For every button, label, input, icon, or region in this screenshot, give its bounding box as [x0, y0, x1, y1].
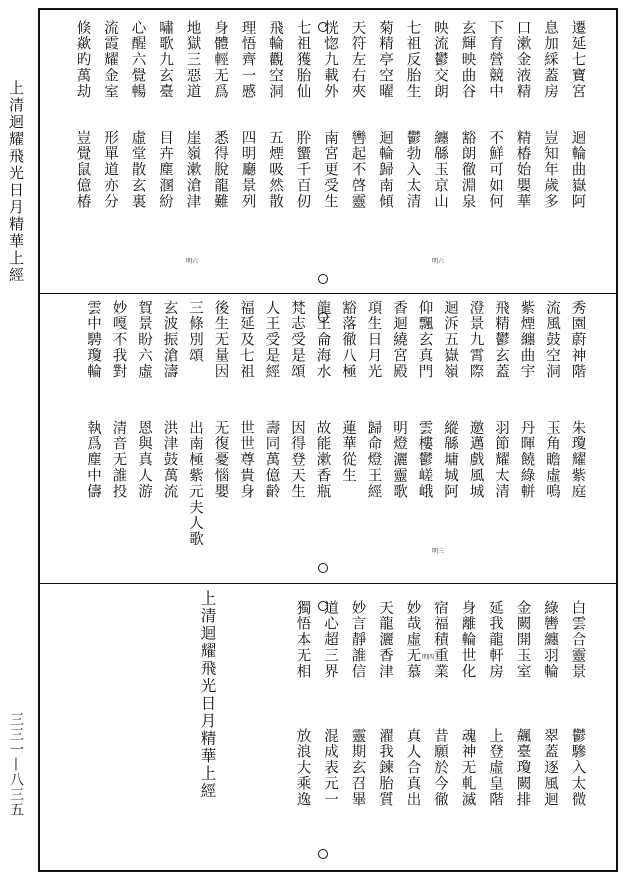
verse-line: 恍惚九載外: [322, 20, 338, 100]
collation-mark: 明六: [432, 258, 445, 265]
verse-line: 下育營競中: [487, 20, 503, 100]
verse-line: 理悟齊一慼: [239, 20, 256, 100]
binding-hole-icon: [318, 849, 328, 859]
verse-line: 秀園蔚神階: [569, 300, 586, 380]
verse-line: 豈知年歲多: [542, 130, 558, 210]
verse-line: 映流鬱交朗: [432, 20, 448, 100]
verse-line: 執爲塵中儔: [85, 420, 101, 500]
verse-line: 玉角瞻虛鳴: [544, 420, 560, 500]
verse-line: 澄景九霄際: [467, 300, 484, 380]
verse-line: 七祖獲胎仙: [294, 20, 311, 100]
verse-line: 鬱驂入太微: [569, 728, 586, 808]
collation-mark: 明六: [186, 258, 199, 265]
verse-line: 口漱金液精: [514, 20, 531, 100]
verse-line: 世世尊貴身: [238, 420, 254, 500]
verse-line: 延我龍軒房: [487, 600, 503, 680]
verse-line: 清音无誰投: [110, 420, 127, 500]
verse-line: 流風鼓空洞: [544, 300, 560, 380]
verse-line: 朱瓊耀紫庭: [569, 420, 586, 500]
verse-line: 不鮮可如何: [487, 130, 503, 210]
verse-line: 四明廳景列: [239, 130, 256, 210]
verse-line: 人王受是經: [263, 300, 280, 380]
verse-line: 獨悟本无相: [294, 600, 311, 680]
verse-line: 後生无量因: [212, 300, 229, 380]
verse-line: 肸蠁千百仞: [294, 130, 311, 210]
verse-line: 綠轡纏羽輪: [542, 600, 558, 680]
verse-line: 縱緜墉城阿: [442, 420, 458, 500]
verse-line: 崖嶺漱滄津: [184, 130, 201, 210]
verse-line: 福延及七祖: [238, 300, 254, 380]
verse-line: 地獄三惡道: [184, 20, 201, 100]
verse-line: 三條別頌: [187, 300, 203, 364]
verse-line: 宿福積重業: [432, 600, 448, 680]
verse-line: 身離輪世化: [459, 600, 476, 680]
verse-line: 菊精亭空曜: [377, 20, 393, 100]
verse-line: 七祖反胎生: [404, 20, 421, 100]
verse-line: 天符左右夾: [349, 20, 366, 100]
verse-line: 混成表元一: [322, 728, 338, 808]
verse-line: 邀邁戲風城: [467, 420, 484, 500]
verse-line: 賀景盼六虛: [136, 300, 152, 380]
verse-line: 靈期玄召畢: [349, 728, 366, 808]
verse-line: 魂神无軋滅: [459, 728, 476, 808]
verse-line: 昔願於今徹: [432, 728, 448, 808]
panel-divider: [40, 583, 616, 584]
verse-line: 身體輕无爲: [212, 20, 228, 100]
verse-line: 恩與真人游: [136, 420, 152, 500]
verse-line: 翠蓋逐風迴: [542, 728, 558, 808]
margin-page-number: 三三一—八三五: [8, 712, 24, 817]
verse-line: 金闕開玉室: [514, 600, 531, 680]
verse-line: 天龍灑香津: [377, 600, 393, 680]
binding-hole-icon: [318, 563, 328, 573]
verse-line: 妙言靜誰信: [349, 600, 366, 680]
verse-line: 虛堂散玄裏: [129, 130, 146, 210]
verse-line: 雲樓鬱嵯峨: [416, 420, 433, 500]
verse-line: 香迴繞宮殿: [391, 300, 407, 380]
verse-line: 玄輝映曲谷: [459, 20, 476, 100]
verse-line: 五煙吸然散: [267, 130, 283, 210]
binding-hole-icon: [318, 274, 328, 284]
verse-line: 迴輪歸南傾: [377, 130, 393, 210]
verse-line: 洪津鼓萬流: [161, 420, 178, 500]
verse-line: 豈覺鼠億椿: [74, 130, 91, 210]
verse-line: 蓮華從生: [340, 420, 356, 484]
verse-line: 无復憂惱嬰: [212, 420, 229, 500]
verse-line: 妙哉虛无慕: [404, 600, 421, 680]
verse-line: 故能漱香瓶: [314, 420, 331, 500]
verse-line: 嘯歌九玄臺: [157, 20, 173, 100]
verse-line: 遷延七寶宮: [569, 20, 586, 100]
verse-line: 豁落徹八極: [340, 300, 356, 380]
verse-line: 鬱勃入太清: [404, 130, 421, 210]
verse-line: 纏緜玉京山: [432, 130, 448, 210]
verse-line: 飆臺瓊闕排: [514, 728, 531, 808]
verse-line: 迴泝五嶽嶺: [442, 300, 458, 380]
verse-line: 玄波振滄濤: [161, 300, 178, 380]
verse-line: 倏歘旳萬劫: [74, 20, 91, 100]
verse-line: 羽節耀太清: [493, 420, 509, 500]
verse-line: 出南極紫元夫人歌: [187, 420, 203, 548]
verse-line: 流霞耀金室: [102, 20, 118, 100]
verse-line: 明燈灑靈歌: [391, 420, 407, 500]
verse-line: 真人合真出: [404, 728, 421, 808]
verse-line: 南宮更受生: [322, 130, 338, 210]
verse-line: 心醒六覺暢: [129, 20, 146, 100]
verse-line: 白雲合靈景: [569, 600, 586, 680]
collation-mark: 明四: [422, 654, 435, 661]
verse-line: 濯我鍊胎質: [377, 728, 393, 808]
verse-line: 悉得脫龍難: [212, 130, 228, 210]
verse-line: 目卉塵溷紛: [157, 130, 173, 210]
verse-line: 項生日月光: [365, 300, 382, 380]
verse-line: 上登虛皇階: [487, 728, 503, 808]
verse-line: 轡起不啓靈: [349, 130, 366, 210]
verse-line: 形單道亦分: [102, 130, 118, 210]
verse-line: 龍王侖海水: [314, 300, 331, 380]
verse-line: 因得登天生: [289, 420, 305, 500]
verse-line: 放浪大乘逸: [294, 728, 311, 808]
verse-line: 息加綵蓋房: [542, 20, 558, 100]
collation-mark: 明三: [432, 548, 445, 555]
closing-title: 上清迴耀飛光日月精華上經: [198, 590, 217, 800]
verse-line: 道心超三界: [322, 600, 338, 680]
verse-line: 壽同萬億齡: [263, 420, 280, 500]
verse-line: 紫煙纏曲宇: [518, 300, 535, 380]
panel-divider: [40, 293, 616, 294]
verse-line: 雲中騁瓊輪: [85, 300, 101, 380]
verse-line: 梵志受是頌: [289, 300, 305, 380]
verse-line: 迴輪曲嶽阿: [569, 130, 586, 210]
verse-line: 丹暉饒綠軿: [518, 420, 535, 500]
verse-line: 精椿始嬰華: [514, 130, 531, 210]
verse-line: 飛精鬱玄蓋: [493, 300, 509, 380]
verse-line: 飛輪觀空洞: [267, 20, 283, 100]
verse-line: 豁朗徹淵泉: [459, 130, 476, 210]
verse-line: 歸命燈王經: [365, 420, 382, 500]
verse-line: 妙嘎不我對: [110, 300, 127, 380]
margin-scripture-title: 上清迴耀飛光日月精華上經: [7, 80, 25, 284]
verse-line: 仰飄玄真門: [416, 300, 433, 380]
